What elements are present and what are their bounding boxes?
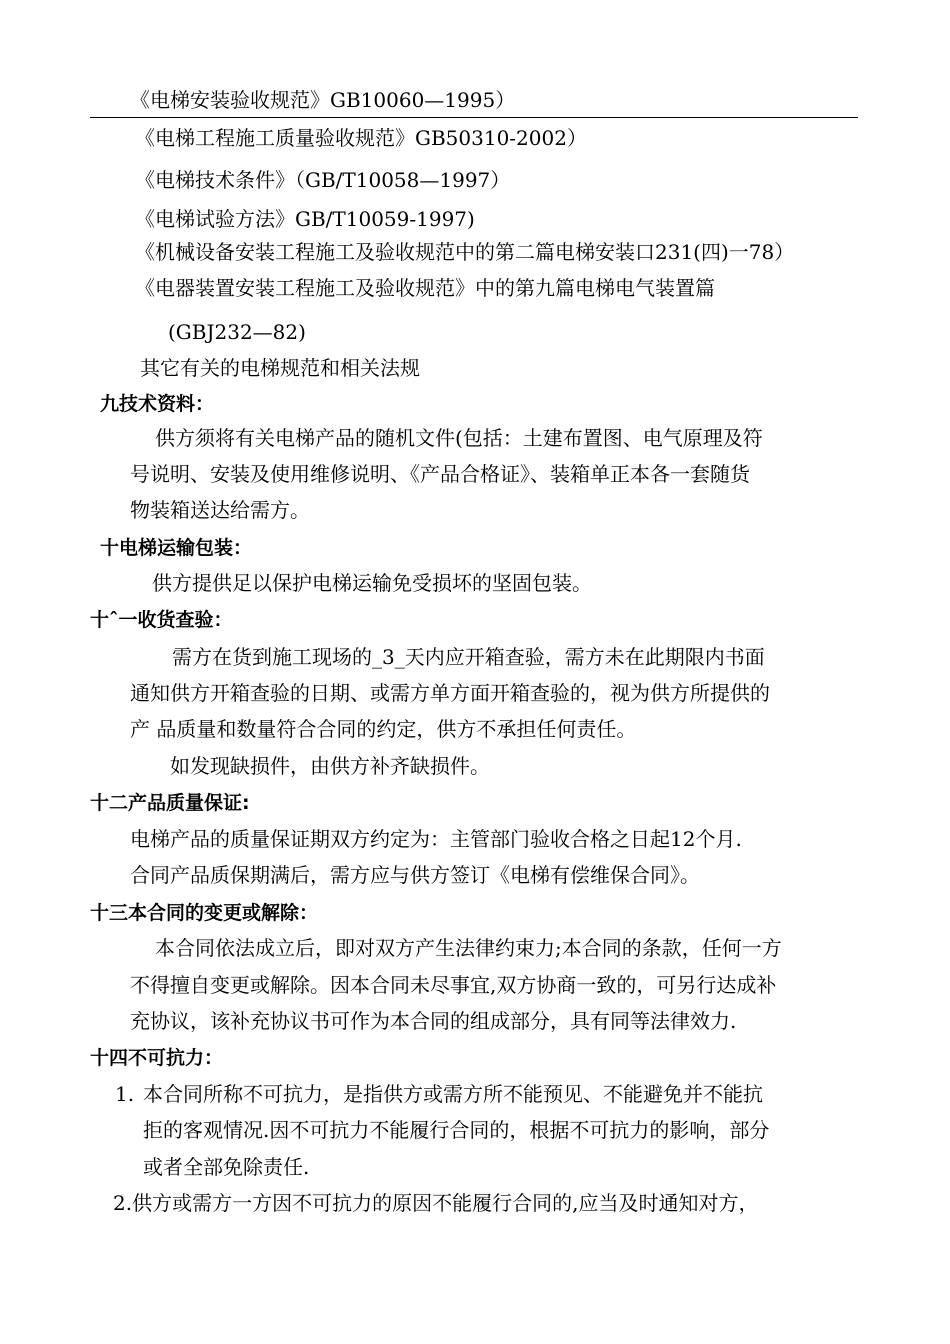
paragraph-line: 电梯产品的质量保证期双方约定为：主管部门验收合格之日起12个月. — [130, 827, 742, 851]
standard-item: 《电梯工程施工质量验收规范》GB50310-2002） — [135, 126, 587, 150]
list-item-line: 2.供方或需方一方因不可抗力的原因不能履行合同的,应当及时通知对方， — [113, 1191, 759, 1215]
paragraph-line: 产 品质量和数量符合合同的约定，供方不承担任何责任。 — [130, 717, 637, 741]
paragraph-line: 本合同依法成立后，即对双方产生法律约束力;本合同的条款，任何一方 — [155, 936, 782, 960]
section-heading-12: 十二产品质量保证: — [90, 792, 250, 814]
section-heading-11: 十ˆ一收货查验： — [90, 609, 233, 631]
paragraph-line: 合同产品质保期满后，需方应与供方签订《电梯有偿维保合同》。 — [130, 863, 700, 887]
standard-item: 《机械设备安装工程施工及验收规范中的第二篇电梯安装口231(四)一78） — [135, 240, 795, 264]
standard-item: 其它有关的电梯规范和相关法规 — [140, 356, 420, 380]
paragraph-line: 如发现缺损件，由供方补齐缺损件。 — [170, 754, 490, 778]
paragraph-line: 需方在货到施工现场的_3_天内应开箱查验，需方未在此期限内书面 — [172, 645, 765, 669]
paragraph-line: 供方须将有关电梯产品的随机文件(包括：土建布置图、电气原理及符 — [155, 426, 763, 450]
header-rule — [90, 117, 858, 118]
list-item-line: 拒的客观情况.因不可抗力不能履行合同的，根据不可抗力的影响，部分 — [143, 1118, 770, 1142]
section-heading-13: 十三本合同的变更或解除： — [90, 902, 319, 924]
section-heading-14: 十四不可抗力： — [90, 1047, 224, 1069]
paragraph-line: 物装箱送达给需方。 — [130, 498, 310, 522]
section-heading-9: 九技术资料： — [100, 393, 215, 415]
standard-item: 《电梯安装验收规范》GB10060—1995） — [130, 88, 516, 112]
paragraph-line: 供方提供足以保护电梯运输免受损坏的坚固包装。 — [152, 571, 592, 595]
standard-item: 《电器装置安装工程施工及验收规范》中的第九篇电梯电气装置篇 — [135, 276, 715, 300]
standard-item: 《电梯技术条件》（GB/T10058—1997） — [135, 168, 511, 192]
paragraph-line: 号说明、安装及使用维修说明、《产品合格证》、装箱单正本各一套随货 — [130, 462, 750, 486]
standard-item-code: (GBJ232—82) — [168, 320, 306, 344]
paragraph-line: 不得擅自变更或解除。因本合同未尽事宜,双方协商一致的，可另行达成补 — [130, 973, 777, 997]
standard-item: 《电梯试验方法》GB/T10059-1997) — [135, 207, 475, 231]
list-item-line: 或者全部免除责任. — [143, 1155, 310, 1179]
list-item-number: 1. — [115, 1082, 135, 1106]
paragraph-line: 充协议，该补充协议书可作为本合同的组成部分，具有同等法律效力. — [130, 1009, 737, 1033]
list-item-line: 本合同所称不可抗力，是指供方或需方所不能预见、不能避免并不能抗 — [143, 1082, 763, 1106]
section-heading-10: 十电梯运输包装： — [100, 537, 253, 559]
paragraph-line: 通知供方开箱查验的日期、或需方单方面开箱查验的，视为供方所提供的 — [130, 681, 770, 705]
